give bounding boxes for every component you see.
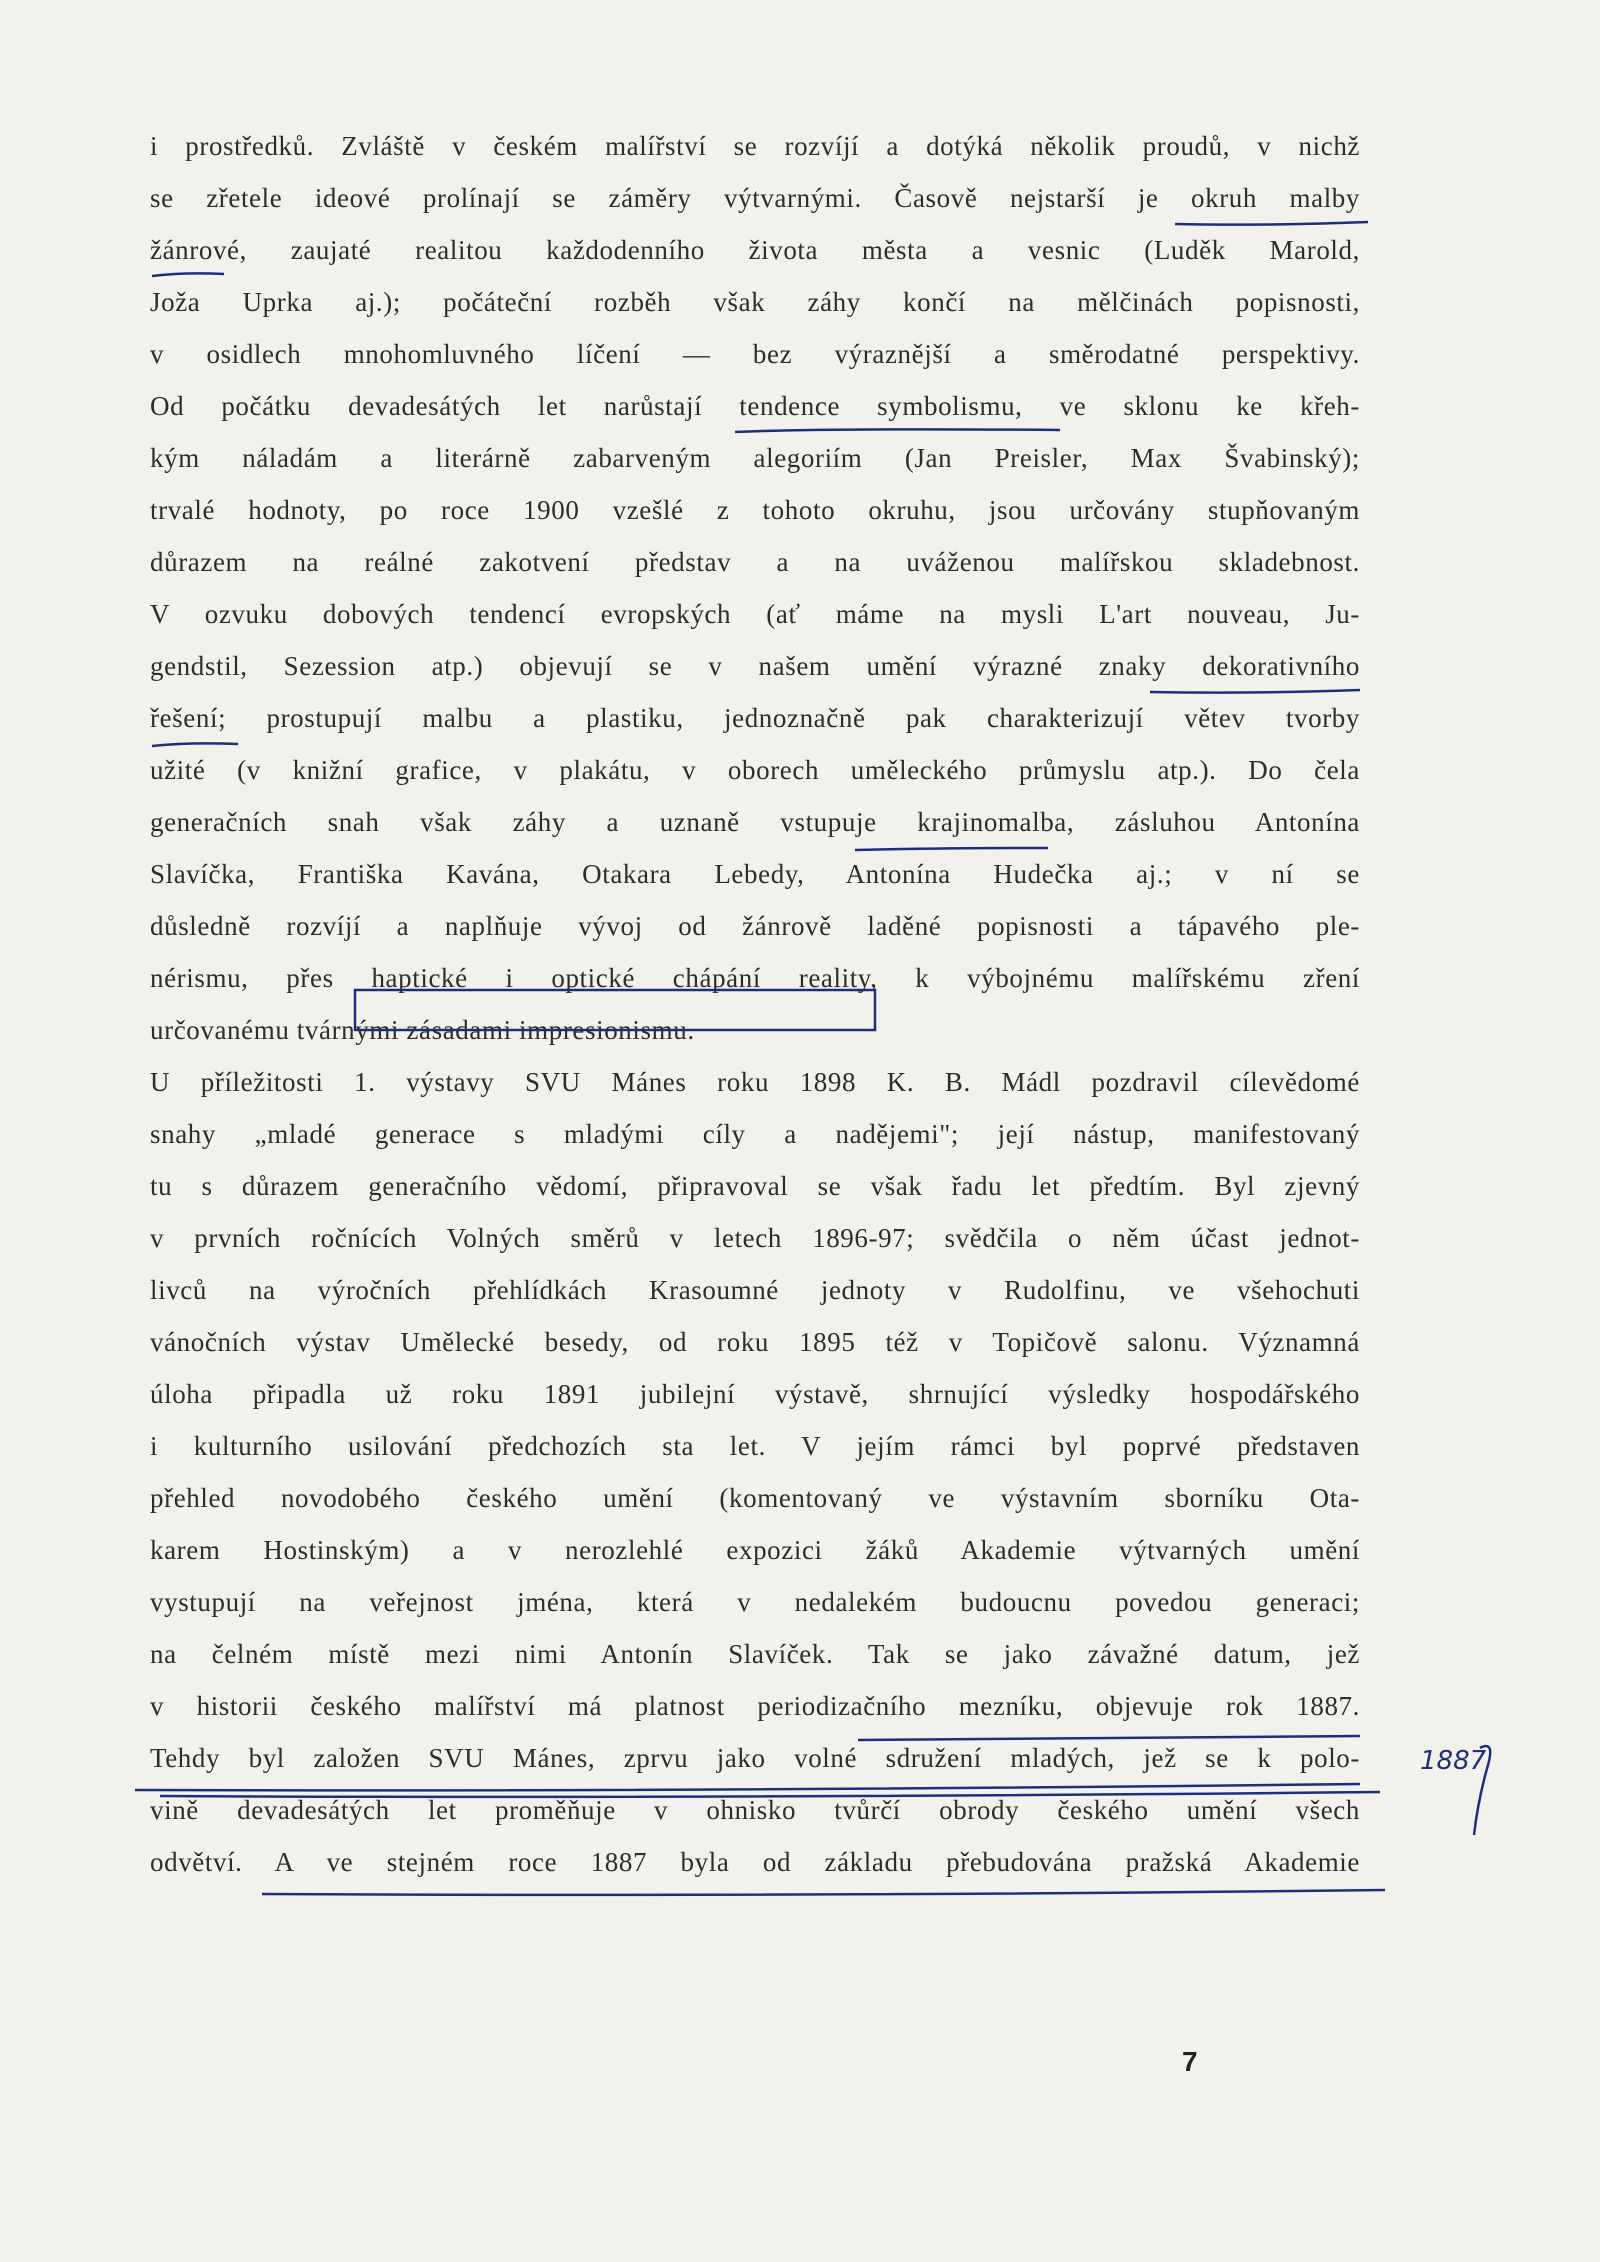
text-line: snahy „mladé generace s mladými cíly a nadějemi"; její nástup, manifestovaný <box>150 1119 1360 1149</box>
underline-historie-rok <box>135 1784 1360 1790</box>
text-line: livců na výročních přehlídkách Krasoumné jednoty v Rudolfinu, ve všehochuti <box>150 1275 1360 1305</box>
text-line: kým náladám a literárně zabarveným alegoriím (Jan Preisler, Max Švabinský); <box>150 443 1360 473</box>
text-line: v osidlech mnohomluvného líčení — bez výraznější a směrodatné perspektivy. <box>150 339 1360 369</box>
text-line: V ozvuku dobových tendencí evropských (ať máme na mysli L'art nouveau, Ju- <box>150 599 1360 629</box>
margin-note: 1887 <box>1420 1746 1487 1776</box>
text-line: řešení; prostupují malbu a plastiku, jednoznačně pak charakterizují větev tvorby <box>150 703 1360 733</box>
text-line: důrazem na reálné zakotvení představ a na uváženou malířskou skladebnost. <box>150 547 1360 577</box>
underline-tendence-symbolismu <box>735 429 1060 432</box>
text-line: vánočních výstav Umělecké besedy, od roku 1895 též v Topičově salonu. Významná <box>150 1327 1360 1357</box>
text-line: U příležitosti 1. výstavy SVU Mánes roku 1898 K. B. Mádl pozdravil cílevědomé <box>150 1067 1360 1097</box>
text-line: na čelném místě mezi nimi Antonín Slavíček. Tak se jako závažné datum, jež <box>150 1639 1360 1669</box>
text-line: užité (v knižní grafice, v plakátu, v oborech uměleckého průmyslu atp.). Do čela <box>150 755 1360 785</box>
text-line: v prvních ročnících Volných směrů v letech 1896-97; svědčila o něm účast jednot- <box>150 1223 1360 1253</box>
text-line: vině devadesátých let proměňuje v ohnisko tvůrčí obrody českého umění všech <box>150 1795 1360 1825</box>
text-line: vystupují na veřejnost jména, která v nedalekém budoucnu povedou generaci; <box>150 1587 1360 1617</box>
text-line: trvalé hodnoty, po roce 1900 vzešlé z tohoto okruhu, jsou určovány stupňovaným <box>150 495 1360 525</box>
text-line: odvětví. A ve stejném roce 1887 byla od základu přebudována pražská Akademie <box>150 1847 1360 1877</box>
text-line: přehled novodobého českého umění (komentovaný ve výstavním sborníku Ota- <box>150 1483 1360 1513</box>
text-line: Od počátku devadesátých let narůstají tendence symbolismu, ve sklonu ke křeh- <box>150 391 1360 421</box>
underline-dekorativniho <box>1150 690 1360 693</box>
text-line: důsledně rozvíjí a naplňuje vývoj od žánrově laděné popisnosti a tápavého ple- <box>150 911 1360 941</box>
text-line: i prostředků. Zvláště v českém malířství se rozvíjí a dotýká několik proudů, v nichž <box>150 131 1360 161</box>
text-line: v historii českého malířství má platnost periodizačního mezníku, objevuje rok 1887. <box>150 1691 1360 1721</box>
text-line: Tehdy byl založen SVU Mánes, zprvu jako volné sdružení mladých, jež se k polo- <box>150 1743 1360 1773</box>
underline-a-ve-stejnem <box>262 1890 1385 1895</box>
text-line: Joža Uprka aj.); počáteční rozběh však záhy končí na mělčinách popisnosti, <box>150 287 1360 317</box>
text-line: Slavíčka, Františka Kavána, Otakara Lebedy, Antonína Hudečka aj.; v ní se <box>150 859 1360 889</box>
text-line: nérismu, přes haptické i optické chápání reality, k výbojnému malířskému zření <box>150 963 1360 993</box>
text-line: určovanému tvárnými zásadami impresionismu. <box>150 1015 695 1045</box>
underline-zanrove <box>152 273 224 276</box>
text-line: karem Hostinským) a v nerozlehlé expozici žáků Akademie výtvarných umění <box>150 1535 1360 1565</box>
text-line: i kulturního usilování předchozích sta let. V jejím rámci byl poprvé představen <box>150 1431 1360 1461</box>
text-line: tu s důrazem generačního vědomí, připravoval se však řadu let předtím. Byl zjevný <box>150 1171 1360 1201</box>
text-line: úloha připadla už roku 1891 jubilejní výstavě, shrnující výsledky hospodářského <box>150 1379 1360 1409</box>
underline-okruh-malby <box>1175 222 1368 225</box>
text-line: generačních snah však záhy a uznaně vstupuje krajinomalba, zásluhou Antonína <box>150 807 1360 837</box>
text-line: gendstil, Sezession atp.) objevují se v našem umění výrazné znaky dekorativního <box>150 651 1360 681</box>
text-line: žánrové, zaujaté realitou každodenního života města a vesnic (Luděk Marold, <box>150 235 1360 265</box>
underline-reseni <box>152 743 238 746</box>
underline-krajinomalba <box>855 848 1048 850</box>
text-line: se zřetele ideové prolínají se záměry výtvarnými. Časově nejstarší je okruh malby <box>150 183 1360 213</box>
page-number: 7 <box>1182 2046 1198 2077</box>
